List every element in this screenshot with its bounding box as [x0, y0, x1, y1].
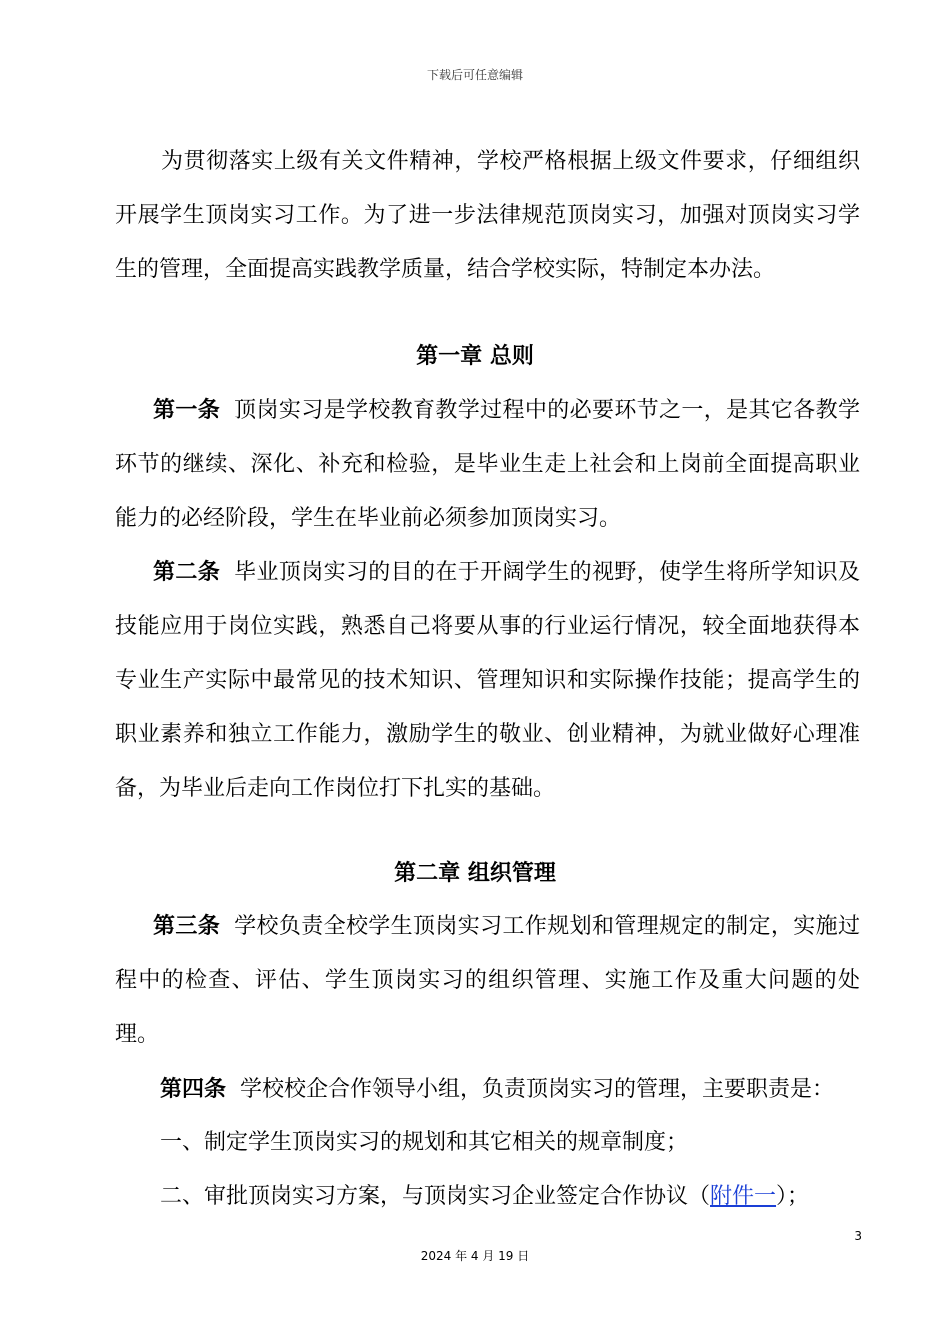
article-4-label: 第四条 [160, 1077, 227, 1102]
article-4-text: 学校校企合作领导小组，负责顶岗实习的管理，主要职责是： [240, 1077, 835, 1102]
chapter-1-title: 第一章 总则 [416, 344, 534, 369]
duty-item-2-suffix: ）； [776, 1184, 810, 1209]
article-2-paragraph [115, 546, 860, 816]
article-4-paragraph [160, 1074, 834, 1106]
intro-paragraph: 为贯彻落实上级有关文件精神，学校严格根据上级文件要求，仔细组织开展学生顶岗实习工作。为了进一步法律规范顶岗实习，加强对顶岗实习学生的管理，全面提高实践教学质量，结合学校实际，特制定本办法。 [115, 149, 860, 282]
duty-item-1: 一、制定学生顶岗实习的规划和其它相关的规章制度； [160, 1130, 689, 1155]
footer-date: 2024 年 4 月 19 日 [420, 1249, 530, 1263]
article-3-text: 学校负责全校学生顶岗实习工作规划和管理规定的制定，实施过程中的检查、评估、学生顶岗实习的组织管理、实施工作及重大问题的处理。 [115, 914, 860, 1047]
chapter-2-title: 第二章 组织管理 [394, 861, 556, 886]
header-note: 下载后可任意编辑 [426, 68, 523, 82]
article-3-paragraph [115, 900, 860, 1062]
attachment-1-link[interactable]: 附件一 [710, 1184, 777, 1209]
duty-item-2-prefix: 二、审批顶岗实习方案，与顶岗实习企业签定合作协议（ [160, 1184, 711, 1209]
duty-item-2 [160, 1181, 809, 1213]
article-2-text: 毕业顶岗实习的目的在于开阔学生的视野，使学生将所学知识及技能应用于岗位实践，熟悉自己将要从事的行业运行情况，较全面地获得本专业生产实际中最常见的技术知识、管理知识和实际操作技能；提高学生的职业素养和独立工作能力，激励学生的敬业、创业精神，为就业做好心理准备，为毕业后走向工作岗位打下扎实的基础。 [115, 560, 860, 801]
article-1-paragraph [115, 384, 860, 546]
article-1-label: 第一条 [153, 398, 221, 423]
article-2-label: 第二条 [153, 560, 221, 585]
page-number: 3 [854, 1229, 862, 1243]
article-3-label: 第三条 [153, 914, 221, 939]
article-1-text: 顶岗实习是学校教育教学过程中的必要环节之一，是其它各教学环节的继续、深化、补充和检验，是毕业生走上社会和上岗前全面提高职业能力的必经阶段，学生在毕业前必须参加顶岗实习。 [115, 398, 860, 531]
